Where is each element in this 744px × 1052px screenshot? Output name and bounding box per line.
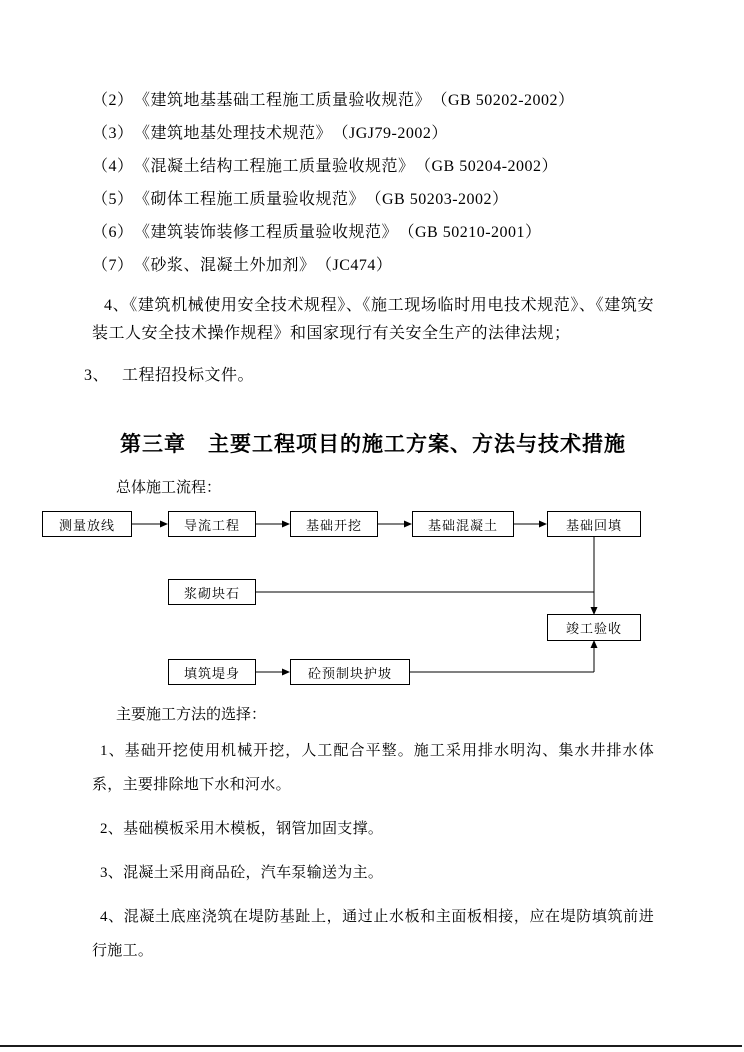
chapter-heading: 第三章 主要工程项目的施工方案、方法与技术措施 bbox=[120, 432, 626, 456]
flow-box-survey-layout: 测量放线 bbox=[42, 511, 132, 537]
method-item-3: 3、混凝土采用商品砼，汽车泵输送为主。 bbox=[100, 865, 384, 881]
method-item-4: 4、混凝土底座浇筑在堤防基趾上，通过止水板和主面板相接，应在堤防填筑前进行施工。 bbox=[92, 909, 654, 959]
methods-section-label: 主要施工方法的选择： bbox=[116, 707, 267, 723]
flow-box-foundation-backfill: 基础回填 bbox=[547, 511, 641, 537]
page-bottom-border bbox=[0, 1045, 742, 1047]
flow-box-precast-slope-protection: 砼预制块护坡 bbox=[290, 659, 410, 685]
flow-box-masonry: 浆砌块石 bbox=[168, 579, 256, 605]
reference-item-3: （3） 《建筑地基处理技术规范》 （JGJ79-2002） bbox=[92, 125, 448, 142]
construction-flowchart bbox=[42, 507, 662, 693]
flow-box-completion-acceptance: 竣工验收 bbox=[547, 614, 641, 641]
reference-item-7: （7） 《砂浆、混凝土外加剂》 （JC474） bbox=[92, 257, 393, 274]
bid-documents-item: 3、 工程招投标文件。 bbox=[84, 367, 255, 384]
method-item-1: 1、基础开挖使用机械开挖，人工配合平整。施工采用排水明沟、集水井排水体系，主要排除地下水和河水。 bbox=[92, 743, 654, 793]
reference-item-2: （2） 《建筑地基基础工程施工质量验收规范》 （GB 50202-2002） bbox=[92, 92, 575, 109]
flow-box-foundation-concrete: 基础混凝土 bbox=[412, 511, 514, 537]
flow-box-foundation-excavation: 基础开挖 bbox=[290, 511, 378, 537]
reference-item-6: （6） 《建筑装饰装修工程质量验收规范》 （GB 50210-2001） bbox=[92, 224, 542, 241]
reference-item-4: （4） 《混凝土结构工程施工质量验收规范》 （GB 50204-2002） bbox=[92, 158, 559, 175]
safety-regulations-paragraph: 4、《建筑机械使用安全技术规程》、《施工现场临时用电技术规范》、《建筑安装工人安全技术操作规程》和国家现行有关安全生产的法律法规； bbox=[92, 297, 654, 342]
flow-box-diversion-works: 导流工程 bbox=[168, 511, 256, 537]
reference-item-5: （5） 《砌体工程施工质量验收规范》 （GB 50203-2002） bbox=[92, 191, 509, 208]
method-item-2: 2、基础模板采用木模板，钢管加固支撑。 bbox=[100, 821, 384, 837]
flow-box-embankment-fill: 填筑堤身 bbox=[168, 659, 256, 685]
flow-section-label: 总体施工流程： bbox=[116, 480, 222, 496]
